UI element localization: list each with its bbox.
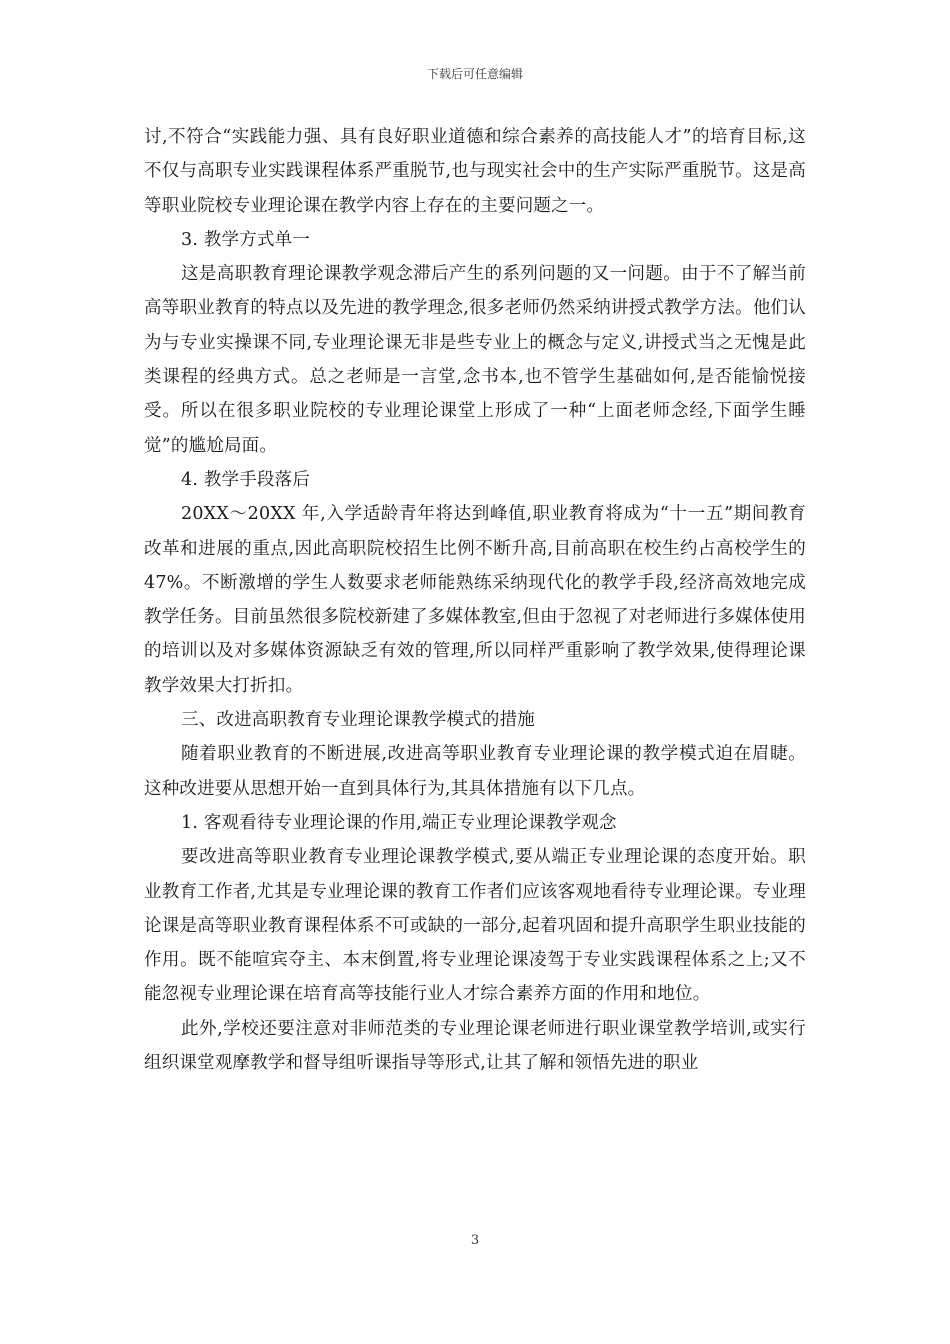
section-heading: 3. 教学方式单一 — [181, 229, 311, 250]
paragraph: 要改进高等职业教育专业理论课教学模式,要从端正专业理论课的态度开始。职业教育工作者,尤其是专业理论课的教育工作者们应该客观地看待专业理论课。专业理论课是高等职业教育课程体系不可或缺的一部分,起着巩固和提升高职学生职业技能的作用。既不能喧宾夺主、本末倒置,将专业理论课凌驾于专业实践课程体系之上;又不能忽视专业理论课在培育高等技能行业人才综合素养方面的作用和地位。 — [144, 847, 806, 1005]
paragraph: 讨,不符合“实践能力强、具有良好职业道德和综合素养的高技能人才”的培育目标,这不仅与高职专业实践课程体系严重脱节,也与现实社会中的生产实际严重脱节。这是高等职业院校专业理论课在教学内容上存在的主要问题之一。 — [144, 127, 806, 216]
section-heading: 三、改进高职教育专业理论课教学模式的措施 — [181, 710, 535, 731]
page-header: 下载后可任意编辑 — [426, 67, 523, 81]
section-heading: 4. 教学手段落后 — [181, 469, 311, 490]
paragraph: 此外,学校还要注意对非师范类的专业理论课老师进行职业课堂教学培训,或实行组织课堂观摩教学和督导组听课指导等形式,让其了解和领悟先进的职业 — [144, 1018, 806, 1074]
section-heading: 1. 客观看待专业理论课的作用,端正专业理论课教学观念 — [181, 812, 617, 833]
document-body — [144, 120, 806, 1080]
paragraph: 随着职业教育的不断进展,改进高等职业教育专业理论课的教学模式迫在眉睫。这种改进要从思想开始一直到具体行为,其具体措施有以下几点。 — [144, 744, 806, 799]
page-number: 3 — [470, 1233, 480, 1248]
paragraph: 这是高职教育理论课教学观念滞后产生的系列问题的又一问题。由于不了解当前高等职业教育的特点以及先进的教学理念,很多老师仍然采纳讲授式教学方法。他们认为与专业实操课不同,专业理论课无非是些专业上的概念与定义,讲授式当之无愧是此类课程的经典方式。总之老师是一言堂,念书本,也不管学生基础如何,是否能愉悦接受。所以在很多职业院校的专业理论课堂上形成了一种“上面老师念经,下面学生睡觉”的尴尬局面。 — [144, 264, 806, 456]
paragraph: 20XX～20XX 年,入学适龄青年将达到峰值,职业教育将成为“十一五”期间教育改革和进展的重点,因此高职院校招生比例不断升高,目前高职在校生约占高校学生的 47%。不断激增的学生人数要求老师能熟练采纳现代化的教学手段,经济高效地完成教学任务。目前虽然很多院校新建了多媒体教室,但由于忽视了对老师进行多媒体使用的培训以及对多媒体资源缺乏有效的管理,所以同样严重影响了教学效果,使得理论课教学效果大打折扣。 — [144, 504, 806, 696]
